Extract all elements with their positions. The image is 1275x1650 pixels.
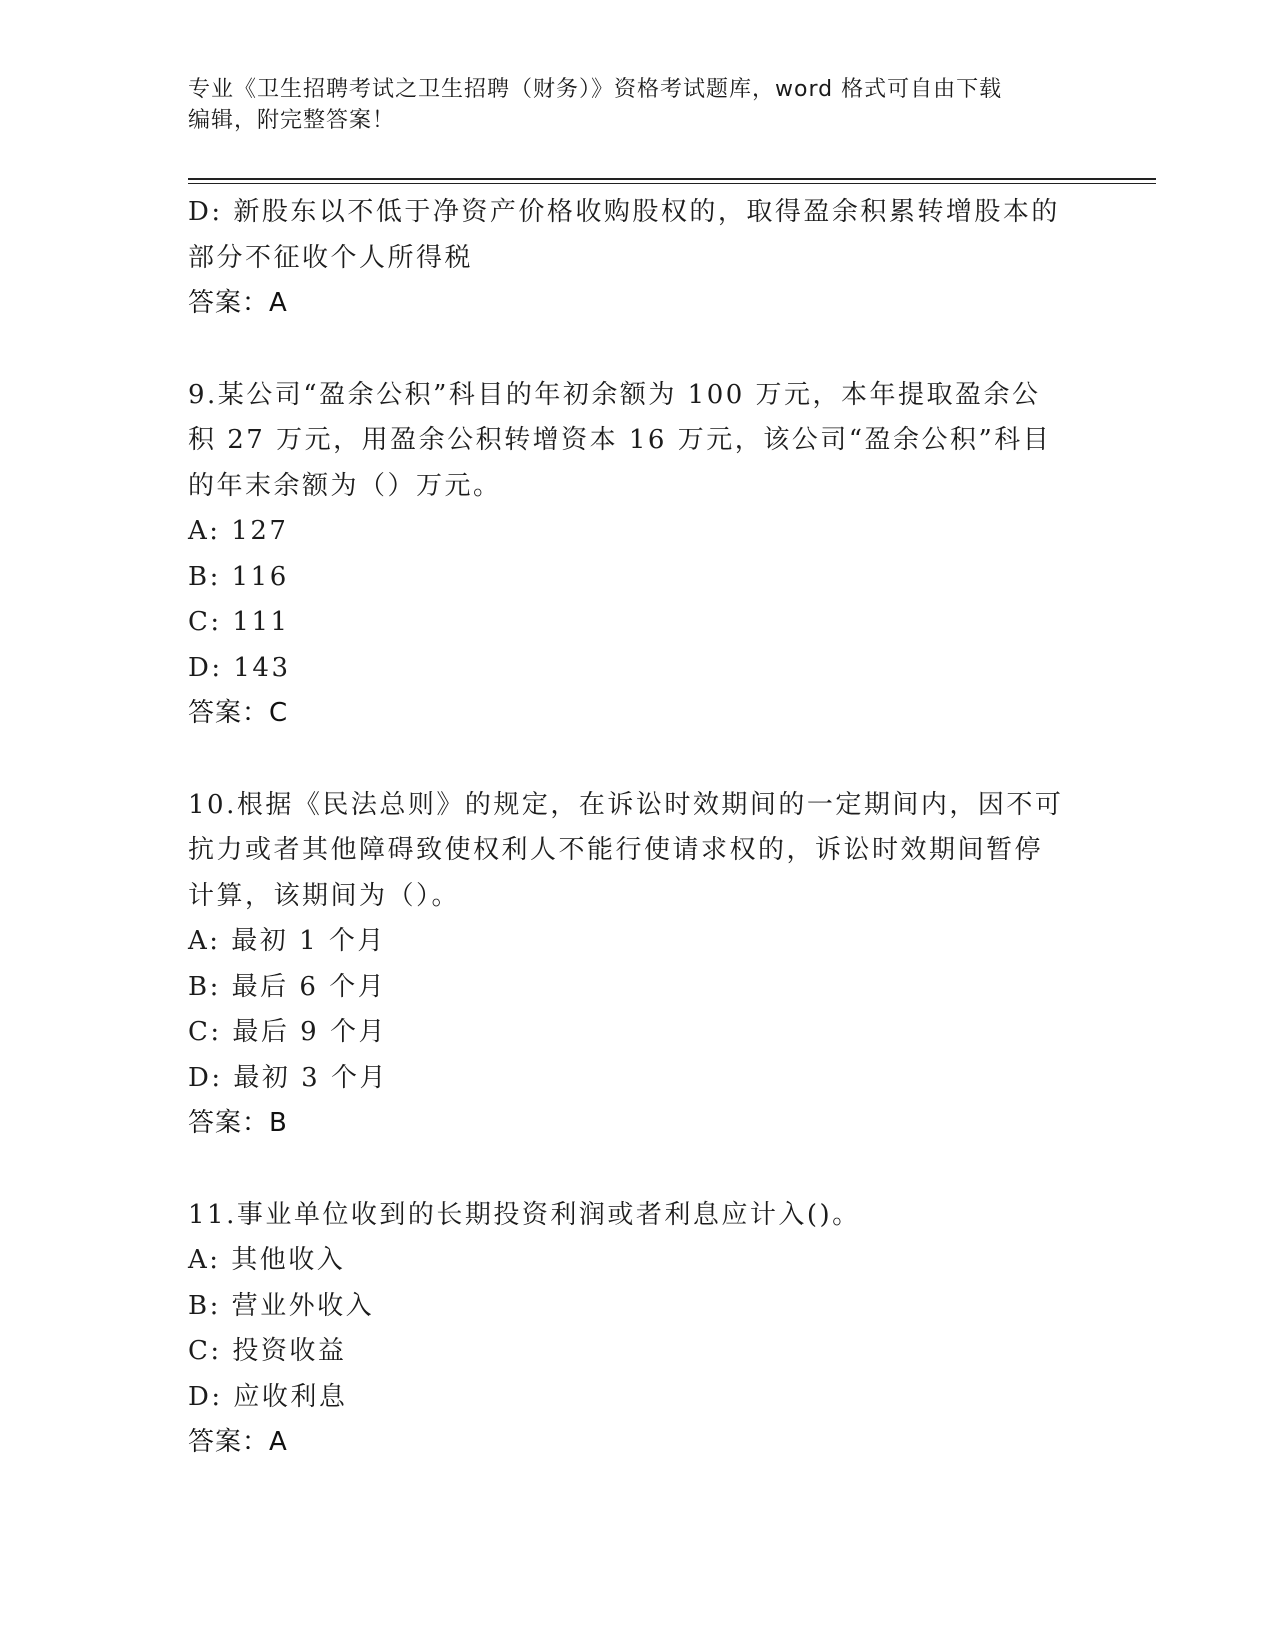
option-d: D: 应收利息 bbox=[188, 1381, 348, 1412]
spacer bbox=[188, 327, 1088, 373]
question-stem-line: 10.根据《民法总则》的规定，在诉讼时效期间的一定期间内，因不可 bbox=[188, 789, 1064, 820]
answer-line: 答案：C bbox=[188, 698, 289, 728]
question-stem-line: 积 27 万元，用盈余公积转增资本 16 万元，该公司“盈余公积”科目 bbox=[188, 425, 1052, 455]
document-header bbox=[188, 74, 1068, 136]
question-stem-line: 计算，该期间为（）。 bbox=[188, 880, 461, 911]
question-10 bbox=[188, 783, 1088, 1147]
header-rule-thick bbox=[188, 178, 1156, 180]
option-d: D: 最初 3 个月 bbox=[188, 1062, 388, 1093]
option-a: A: 其他收入 bbox=[188, 1245, 346, 1275]
option-d-line-1: D: 新股东以不低于净资产价格收购股权的，取得盈余积累转增股本的 bbox=[188, 197, 1060, 227]
spacer bbox=[188, 737, 1088, 783]
option-c: C: 最后 9 个月 bbox=[188, 1017, 387, 1047]
answer-line: 答案：A bbox=[188, 1427, 288, 1457]
option-a: A: 127 bbox=[188, 516, 289, 546]
header-line-1: 专业《卫生招聘考试之卫生招聘（财务）》资格考试题库，word 格式可自由下载 bbox=[188, 77, 1003, 102]
spacer bbox=[188, 1147, 1088, 1193]
option-a: A: 最初 1 个月 bbox=[188, 926, 386, 956]
answer-line: 答案：A bbox=[188, 288, 288, 318]
question-9 bbox=[188, 373, 1088, 737]
option-d-line-2: 部分不征收个人所得税 bbox=[188, 242, 474, 273]
question-11 bbox=[188, 1193, 1088, 1466]
option-b: B: 最后 6 个月 bbox=[188, 971, 387, 1002]
question-stem-line: 的年末余额为（）万元。 bbox=[188, 470, 502, 501]
option-b: B: 营业外收入 bbox=[188, 1290, 375, 1321]
header-line-2: 编辑，附完整答案！ bbox=[188, 108, 396, 133]
continued-question-block bbox=[188, 190, 1088, 327]
question-content bbox=[188, 190, 1088, 1466]
question-stem-line: 9.某公司“盈余公积”科目的年初余额为 100 万元，本年提取盈余公 bbox=[188, 379, 1041, 410]
option-b: B: 116 bbox=[188, 561, 289, 592]
header-rule-thin bbox=[188, 183, 1156, 184]
option-c: C: 投资收益 bbox=[188, 1336, 347, 1366]
option-d: D: 143 bbox=[188, 652, 291, 683]
question-stem-line: 抗力或者其他障碍致使权利人不能行使请求权的，诉讼时效期间暂停 bbox=[188, 835, 1044, 865]
answer-line: 答案：B bbox=[188, 1108, 288, 1138]
question-stem-line: 11.事业单位收到的长期投资利润或者利息应计入()。 bbox=[188, 1199, 861, 1230]
option-c: C: 111 bbox=[188, 607, 290, 637]
